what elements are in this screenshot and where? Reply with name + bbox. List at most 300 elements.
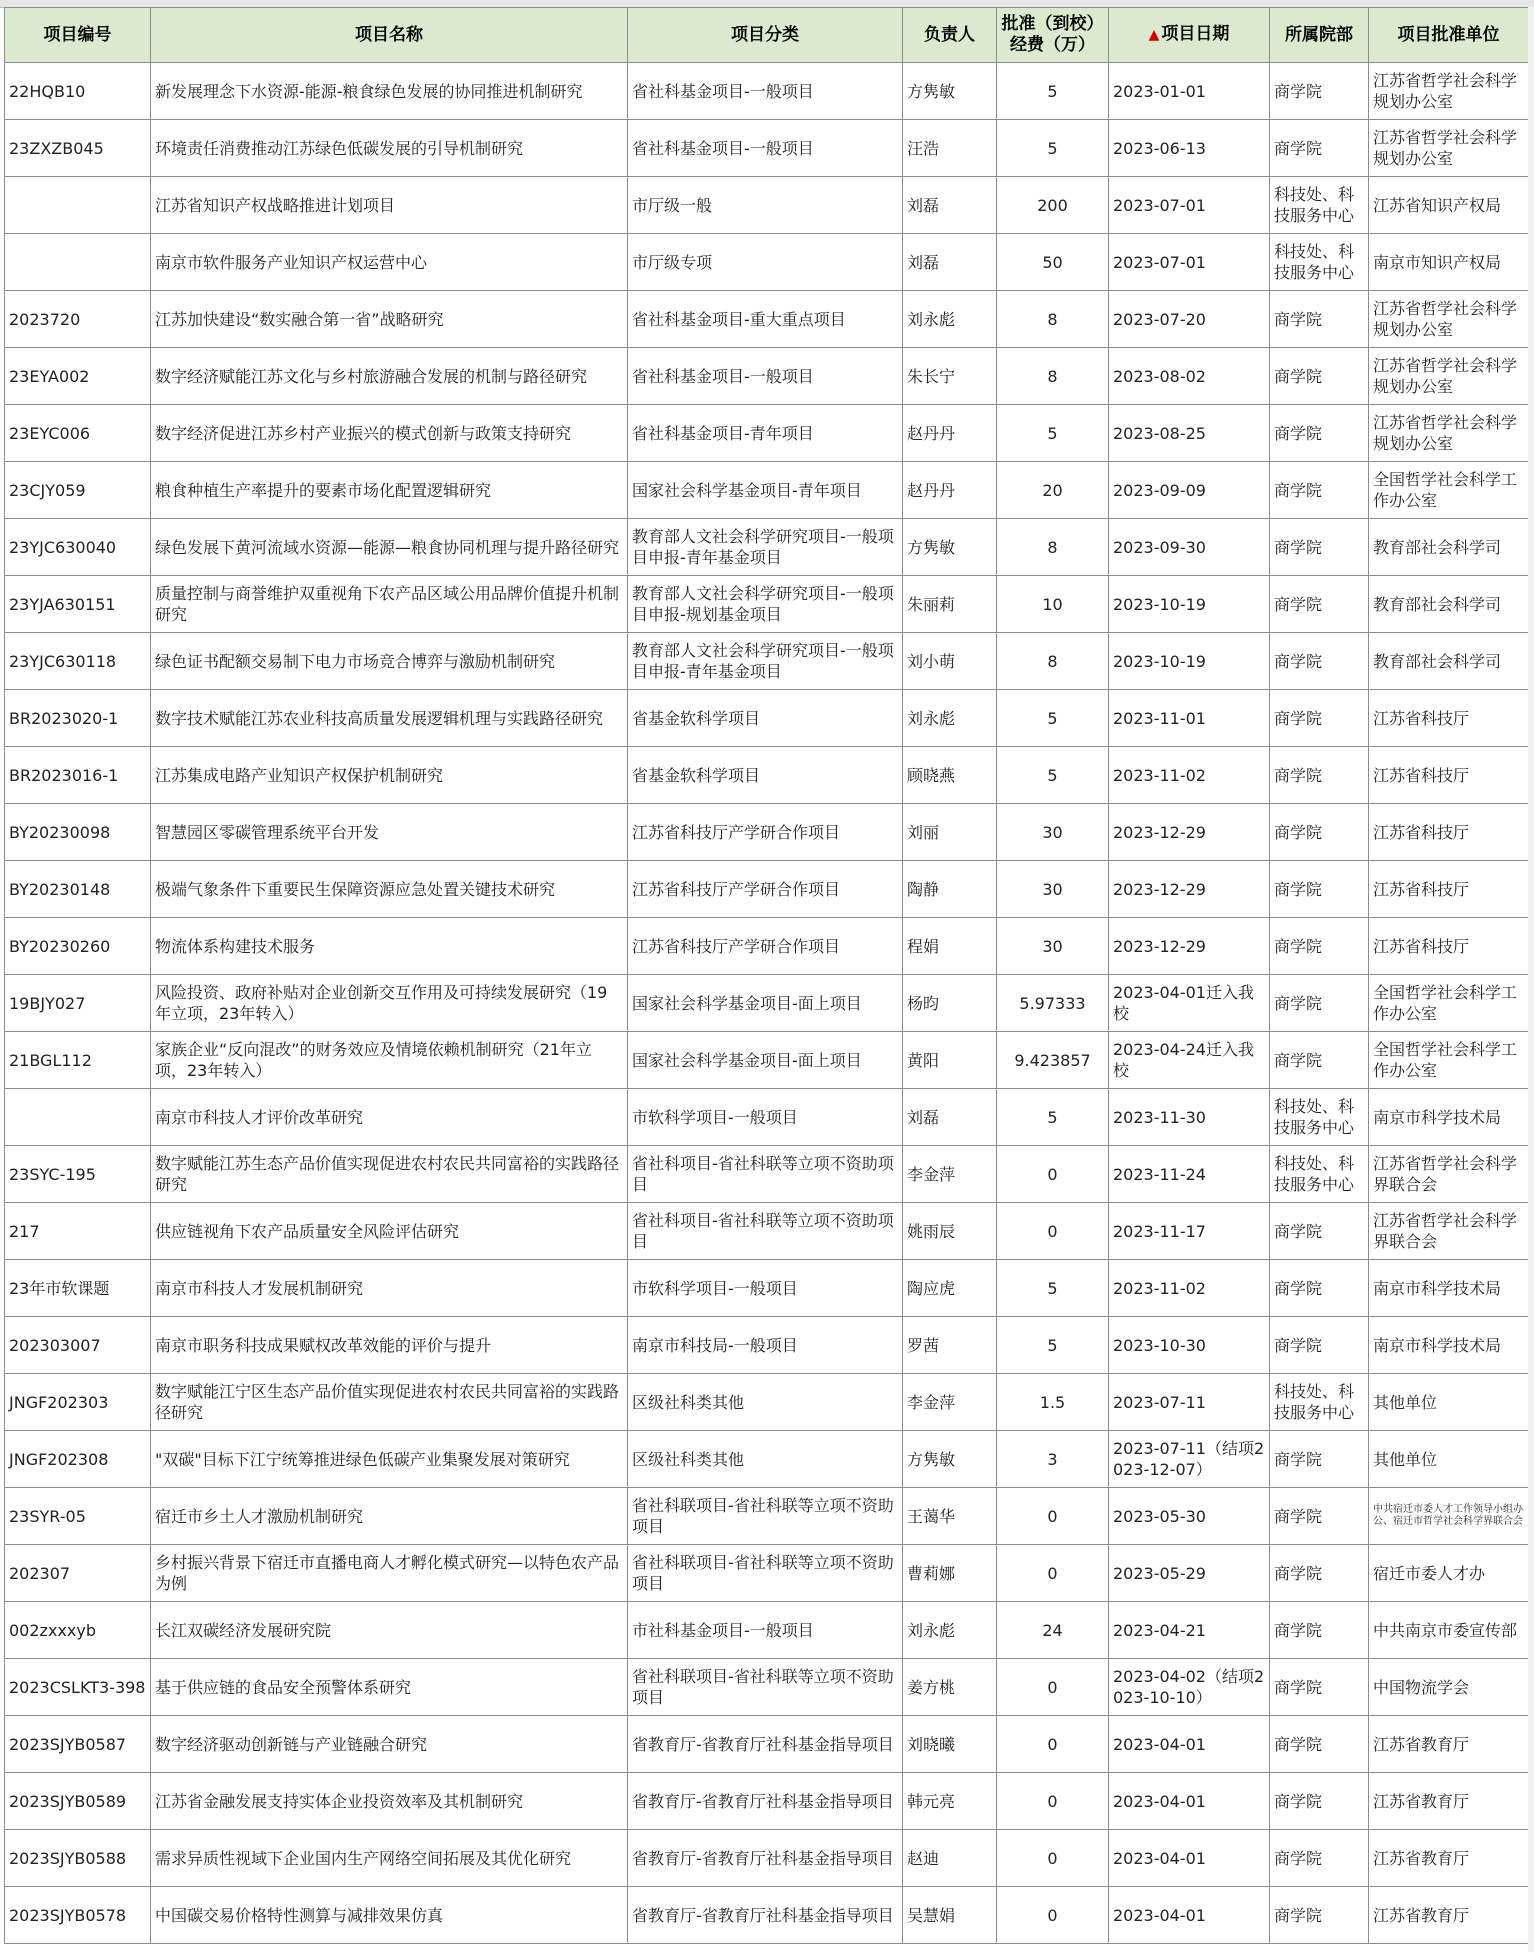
column-header-leader[interactable]: 负责人	[903, 8, 997, 63]
cell-id[interactable]: JNGF202303	[5, 1374, 151, 1431]
cell-funding[interactable]: 8	[997, 348, 1109, 405]
cell-leader[interactable]: 刘永彪	[903, 690, 997, 747]
cell-unit[interactable]: 江苏省哲学社会科学规划办公室	[1369, 120, 1529, 177]
cell-leader[interactable]: 韩元亮	[903, 1773, 997, 1830]
table-row	[5, 1659, 1529, 1716]
cell-dept[interactable]: 科技处、科技服务中心	[1270, 234, 1369, 291]
cell-funding[interactable]: 8	[997, 291, 1109, 348]
cell-category[interactable]: 省教育厅-省教育厅社科基金指导项目	[628, 1773, 903, 1830]
cell-leader[interactable]: 朱长宁	[903, 348, 997, 405]
cell-dept[interactable]: 商学院	[1270, 1032, 1369, 1089]
cell-dept[interactable]: 商学院	[1270, 1887, 1369, 1944]
cell-dept[interactable]: 科技处、科技服务中心	[1270, 1146, 1369, 1203]
table-row	[5, 1260, 1529, 1317]
cell-id[interactable]: 2023SJYB0589	[5, 1773, 151, 1830]
cell-unit[interactable]: 江苏省哲学社会科学界联合会	[1369, 1146, 1529, 1203]
cell-dept[interactable]: 商学院	[1270, 1431, 1369, 1488]
cell-name[interactable]: 质量控制与商誉维护双重视角下农产品区域公用品牌价值提升机制研究	[151, 576, 628, 633]
table-row	[5, 405, 1529, 462]
cell-funding[interactable]: 30	[997, 804, 1109, 861]
cell-unit[interactable]: 江苏省科技厅	[1369, 690, 1529, 747]
table-row	[5, 1374, 1529, 1431]
cell-date[interactable]: 2023-12-29	[1109, 918, 1270, 975]
cell-id[interactable]: BY20230148	[5, 861, 151, 918]
cell-dept[interactable]: 商学院	[1270, 63, 1369, 120]
cell-unit[interactable]: 南京市科学技术局	[1369, 1089, 1529, 1146]
cell-leader[interactable]: 姚雨辰	[903, 1203, 997, 1260]
cell-funding[interactable]: 3	[997, 1431, 1109, 1488]
cell-id[interactable]	[5, 177, 151, 234]
sort-ascending-icon[interactable]: ▲	[1148, 27, 1160, 43]
cell-funding[interactable]: 0	[997, 1659, 1109, 1716]
cell-unit[interactable]: 南京市科学技术局	[1369, 1317, 1529, 1374]
cell-leader[interactable]: 刘晓曦	[903, 1716, 997, 1773]
table-row	[5, 633, 1529, 690]
cell-category[interactable]: 省社科基金项目-青年项目	[628, 405, 903, 462]
table-row	[5, 1317, 1529, 1374]
cell-id[interactable]: 23EYC006	[5, 405, 151, 462]
cell-dept[interactable]: 商学院	[1270, 462, 1369, 519]
cell-unit[interactable]: 江苏省科技厅	[1369, 804, 1529, 861]
table-body	[5, 63, 1529, 1944]
cell-leader[interactable]: 陶应虎	[903, 1260, 997, 1317]
cell-funding[interactable]: 50	[997, 234, 1109, 291]
cell-name[interactable]: 江苏加快建设“数实融合第一省”战略研究	[151, 291, 628, 348]
cell-name[interactable]: 数字赋能江苏生态产品价值实现促进农村农民共同富裕的实践路径研究	[151, 1146, 628, 1203]
cell-id[interactable]: 2023CSLKT3-398	[5, 1659, 151, 1716]
cell-leader[interactable]: 刘丽	[903, 804, 997, 861]
cell-dept[interactable]: 商学院	[1270, 747, 1369, 804]
cell-date[interactable]: 2023-04-02（结项2023-10-10）	[1109, 1659, 1270, 1716]
cell-name[interactable]: 南京市职务科技成果赋权改革效能的评价与提升	[151, 1317, 628, 1374]
cell-dept[interactable]: 商学院	[1270, 519, 1369, 576]
cell-category[interactable]: 市厅级一般	[628, 177, 903, 234]
cell-id[interactable]: 23EYA002	[5, 348, 151, 405]
cell-funding[interactable]: 9.423857	[997, 1032, 1109, 1089]
cell-funding[interactable]: 5	[997, 1089, 1109, 1146]
cell-dept[interactable]: 商学院	[1270, 1203, 1369, 1260]
cell-name[interactable]: 数字经济促进江苏乡村产业振兴的模式创新与政策支持研究	[151, 405, 628, 462]
cell-id[interactable]: JNGF202308	[5, 1431, 151, 1488]
cell-category[interactable]: 国家社会科学基金项目-青年项目	[628, 462, 903, 519]
table-row	[5, 918, 1529, 975]
cell-name[interactable]: 南京市科技人才发展机制研究	[151, 1260, 628, 1317]
cell-dept[interactable]: 商学院	[1270, 576, 1369, 633]
cell-category[interactable]: 江苏省科技厅产学研合作项目	[628, 804, 903, 861]
table-row	[5, 1431, 1529, 1488]
cell-id[interactable]: 23年市软课题	[5, 1260, 151, 1317]
cell-leader[interactable]: 顾晓燕	[903, 747, 997, 804]
cell-leader[interactable]: 王蔼华	[903, 1488, 997, 1545]
cell-unit[interactable]: 江苏省科技厅	[1369, 747, 1529, 804]
cell-category[interactable]: 区级社科类其他	[628, 1374, 903, 1431]
cell-unit[interactable]: 教育部社会科学司	[1369, 633, 1529, 690]
table-row	[5, 1032, 1529, 1089]
cell-funding[interactable]: 0	[997, 1773, 1109, 1830]
cell-funding[interactable]: 8	[997, 633, 1109, 690]
table-row	[5, 690, 1529, 747]
cell-category[interactable]: 市社科基金项目-一般项目	[628, 1602, 903, 1659]
cell-dept[interactable]: 商学院	[1270, 1773, 1369, 1830]
cell-date[interactable]: 2023-09-09	[1109, 462, 1270, 519]
cell-dept[interactable]: 商学院	[1270, 1659, 1369, 1716]
cell-leader[interactable]: 曹莉娜	[903, 1545, 997, 1602]
table-row	[5, 804, 1529, 861]
cell-dept[interactable]: 商学院	[1270, 690, 1369, 747]
cell-id[interactable]: 002zxxxyb	[5, 1602, 151, 1659]
cell-id[interactable]: 23YJC630118	[5, 633, 151, 690]
cell-dept[interactable]: 商学院	[1270, 1488, 1369, 1545]
cell-funding[interactable]: 0	[997, 1488, 1109, 1545]
cell-category[interactable]: 省社科基金项目-重大重点项目	[628, 291, 903, 348]
cell-unit[interactable]: 其他单位	[1369, 1431, 1529, 1488]
cell-category[interactable]: 省社科基金项目-一般项目	[628, 348, 903, 405]
cell-funding[interactable]: 200	[997, 177, 1109, 234]
cell-funding[interactable]: 20	[997, 462, 1109, 519]
cell-funding[interactable]: 5	[997, 690, 1109, 747]
cell-date[interactable]: 2023-10-19	[1109, 576, 1270, 633]
table-row	[5, 1602, 1529, 1659]
cell-funding[interactable]: 5	[997, 1260, 1109, 1317]
cell-unit[interactable]: 中国物流学会	[1369, 1659, 1529, 1716]
cell-dept[interactable]: 商学院	[1270, 1545, 1369, 1602]
cell-id[interactable]: 23SYC-195	[5, 1146, 151, 1203]
cell-date[interactable]: 2023-07-11（结项2023-12-07）	[1109, 1431, 1270, 1488]
cell-funding[interactable]: 10	[997, 576, 1109, 633]
cell-id[interactable]: 2023720	[5, 291, 151, 348]
cell-date[interactable]: 2023-12-29	[1109, 861, 1270, 918]
cell-id[interactable]: BY20230098	[5, 804, 151, 861]
cell-date[interactable]: 2023-07-20	[1109, 291, 1270, 348]
table-row	[5, 747, 1529, 804]
cell-dept[interactable]: 商学院	[1270, 1716, 1369, 1773]
cell-id[interactable]: 217	[5, 1203, 151, 1260]
project-table	[4, 7, 1529, 1944]
column-header-category[interactable]: 项目分类	[628, 8, 903, 63]
cell-dept[interactable]: 商学院	[1270, 1317, 1369, 1374]
column-header-funding[interactable]: 批准（到校）经费（万）	[997, 8, 1109, 63]
cell-name[interactable]: 数字赋能江宁区生态产品价值实现促进农村农民共同富裕的实践路径研究	[151, 1374, 628, 1431]
cell-category[interactable]: 省教育厅-省教育厅社科基金指导项目	[628, 1716, 903, 1773]
cell-name[interactable]: 数字经济赋能江苏文化与乡村旅游融合发展的机制与路径研究	[151, 348, 628, 405]
column-header-name[interactable]: 项目名称	[151, 8, 628, 63]
table-row	[5, 1773, 1529, 1830]
cell-date[interactable]: 2023-11-30	[1109, 1089, 1270, 1146]
cell-category[interactable]: 教育部人文社会科学研究项目-一般项目申报-青年基金项目	[628, 633, 903, 690]
cell-id[interactable]: 202303007	[5, 1317, 151, 1374]
cell-date[interactable]: 2023-04-24迁入我校	[1109, 1032, 1270, 1089]
cell-unit[interactable]: 南京市知识产权局	[1369, 234, 1529, 291]
cell-name[interactable]: 供应链视角下农产品质量安全风险评估研究	[151, 1203, 628, 1260]
cell-name[interactable]: 物流体系构建技术服务	[151, 918, 628, 975]
cell-date[interactable]: 2023-08-25	[1109, 405, 1270, 462]
cell-id[interactable]: BY20230260	[5, 918, 151, 975]
sheet-right-edge	[1528, 7, 1534, 1952]
cell-date[interactable]: 2023-01-01	[1109, 63, 1270, 120]
cell-dept[interactable]: 商学院	[1270, 405, 1369, 462]
cell-leader[interactable]: 朱丽莉	[903, 576, 997, 633]
cell-unit[interactable]: 江苏省哲学社会科学规划办公室	[1369, 291, 1529, 348]
cell-leader[interactable]: 李金萍	[903, 1146, 997, 1203]
cell-funding[interactable]: 24	[997, 1602, 1109, 1659]
cell-id[interactable]: 23CJY059	[5, 462, 151, 519]
cell-name[interactable]: 数字技术赋能江苏农业科技高质量发展逻辑机理与实践路径研究	[151, 690, 628, 747]
cell-unit[interactable]: 教育部社会科学司	[1369, 519, 1529, 576]
cell-funding[interactable]: 5	[997, 1317, 1109, 1374]
cell-date[interactable]: 2023-10-19	[1109, 633, 1270, 690]
cell-unit[interactable]: 江苏省教育厅	[1369, 1830, 1529, 1887]
cell-unit[interactable]: 江苏省教育厅	[1369, 1773, 1529, 1830]
cell-leader[interactable]: 吴慧娟	[903, 1887, 997, 1944]
table-row	[5, 975, 1529, 1032]
table-row	[5, 291, 1529, 348]
cell-date[interactable]: 2023-06-13	[1109, 120, 1270, 177]
cell-funding[interactable]: 0	[997, 1146, 1109, 1203]
cell-id[interactable]: 23YJA630151	[5, 576, 151, 633]
cell-funding[interactable]: 30	[997, 861, 1109, 918]
cell-leader[interactable]: 刘磊	[903, 1089, 997, 1146]
cell-unit[interactable]: 江苏省科技厅	[1369, 918, 1529, 975]
cell-date[interactable]: 2023-07-01	[1109, 234, 1270, 291]
column-header-id[interactable]: 项目编号	[5, 8, 151, 63]
cell-unit[interactable]: 中共南京市委宣传部	[1369, 1602, 1529, 1659]
cell-date[interactable]: 2023-07-01	[1109, 177, 1270, 234]
cell-date[interactable]: 2023-05-29	[1109, 1545, 1270, 1602]
cell-dept[interactable]: 科技处、科技服务中心	[1270, 1374, 1369, 1431]
cell-category[interactable]: 江苏省科技厅产学研合作项目	[628, 861, 903, 918]
cell-unit[interactable]: 宿迁市委人才办	[1369, 1545, 1529, 1602]
cell-leader[interactable]: 黄阳	[903, 1032, 997, 1089]
cell-id[interactable]: 19BJY027	[5, 975, 151, 1032]
cell-dept[interactable]: 商学院	[1270, 918, 1369, 975]
cell-leader[interactable]: 刘磊	[903, 234, 997, 291]
cell-id[interactable]: 23YJC630040	[5, 519, 151, 576]
cell-category[interactable]: 市厅级专项	[628, 234, 903, 291]
cell-id[interactable]: 21BGL112	[5, 1032, 151, 1089]
cell-unit[interactable]: 江苏省哲学社会科学规划办公室	[1369, 405, 1529, 462]
cell-category[interactable]: 教育部人文社会科学研究项目-一般项目申报-规划基金项目	[628, 576, 903, 633]
cell-category[interactable]: 省社科项目-省社科联等立项不资助项目	[628, 1203, 903, 1260]
cell-category[interactable]: 省基金软科学项目	[628, 747, 903, 804]
cell-leader[interactable]: 刘永彪	[903, 1602, 997, 1659]
cell-date[interactable]: 2023-04-01迁入我校	[1109, 975, 1270, 1032]
cell-leader[interactable]: 姜方桃	[903, 1659, 997, 1716]
table-row	[5, 177, 1529, 234]
column-header-dept[interactable]: 所属院部	[1270, 8, 1369, 63]
cell-date[interactable]: 2023-04-21	[1109, 1602, 1270, 1659]
cell-date[interactable]: 2023-08-02	[1109, 348, 1270, 405]
cell-name[interactable]: 江苏省金融发展支持实体企业投资效率及其机制研究	[151, 1773, 628, 1830]
cell-date[interactable]: 2023-11-24	[1109, 1146, 1270, 1203]
cell-funding[interactable]: 8	[997, 519, 1109, 576]
cell-leader[interactable]: 李金萍	[903, 1374, 997, 1431]
cell-dept[interactable]: 商学院	[1270, 348, 1369, 405]
cell-unit[interactable]: 全国哲学社会科学工作办公室	[1369, 462, 1529, 519]
cell-date[interactable]: 2023-11-01	[1109, 690, 1270, 747]
cell-category[interactable]: 国家社会科学基金项目-面上项目	[628, 975, 903, 1032]
cell-unit[interactable]: 全国哲学社会科学工作办公室	[1369, 975, 1529, 1032]
cell-leader[interactable]: 杨昀	[903, 975, 997, 1032]
cell-leader[interactable]: 刘磊	[903, 177, 997, 234]
cell-dept[interactable]: 科技处、科技服务中心	[1270, 177, 1369, 234]
cell-category[interactable]: 省社科联项目-省社科联等立项不资助项目	[628, 1659, 903, 1716]
cell-date[interactable]: 2023-11-17	[1109, 1203, 1270, 1260]
cell-id[interactable]: 22HQB10	[5, 63, 151, 120]
column-header-date[interactable]: ▲ 项目日期	[1109, 8, 1270, 63]
header-row	[5, 8, 1529, 63]
cell-category[interactable]: 市软科学项目-一般项目	[628, 1089, 903, 1146]
cell-date[interactable]: 2023-04-01	[1109, 1887, 1270, 1944]
cell-funding[interactable]: 5.97333	[997, 975, 1109, 1032]
cell-date[interactable]: 2023-04-01	[1109, 1773, 1270, 1830]
table-row	[5, 1830, 1529, 1887]
cell-date[interactable]: 2023-11-02	[1109, 1260, 1270, 1317]
table-row	[5, 1488, 1529, 1545]
cell-date[interactable]: 2023-11-02	[1109, 747, 1270, 804]
cell-unit[interactable]: 教育部社会科学司	[1369, 576, 1529, 633]
cell-category[interactable]: 省教育厅-省教育厅社科基金指导项目	[628, 1887, 903, 1944]
cell-id[interactable]: 202307	[5, 1545, 151, 1602]
cell-id[interactable]: 2023SJYB0588	[5, 1830, 151, 1887]
cell-funding[interactable]: 30	[997, 918, 1109, 975]
cell-unit[interactable]: 江苏省哲学社会科学规划办公室	[1369, 348, 1529, 405]
cell-dept[interactable]: 商学院	[1270, 1602, 1369, 1659]
cell-name[interactable]: 风险投资、政府补贴对企业创新交互作用及可持续发展研究（19年立项，23年转入）	[151, 975, 628, 1032]
cell-leader[interactable]: 方隽敏	[903, 63, 997, 120]
cell-funding[interactable]: 1.5	[997, 1374, 1109, 1431]
cell-category[interactable]: 国家社会科学基金项目-面上项目	[628, 1032, 903, 1089]
cell-name[interactable]: 宿迁市乡土人才激励机制研究	[151, 1488, 628, 1545]
cell-unit[interactable]: 江苏省教育厅	[1369, 1716, 1529, 1773]
cell-name[interactable]: 江苏集成电路产业知识产权保护机制研究	[151, 747, 628, 804]
cell-dept[interactable]: 商学院	[1270, 861, 1369, 918]
cell-dept[interactable]: 科技处、科技服务中心	[1270, 1089, 1369, 1146]
cell-leader[interactable]: 方隽敏	[903, 519, 997, 576]
cell-name[interactable]: 绿色证书配额交易制下电力市场竞合博弈与激励机制研究	[151, 633, 628, 690]
cell-unit[interactable]: 江苏省教育厅	[1369, 1887, 1529, 1944]
cell-name[interactable]: 南京市软件服务产业知识产权运营中心	[151, 234, 628, 291]
cell-dept[interactable]: 商学院	[1270, 975, 1369, 1032]
cell-category[interactable]: 省社科联项目-省社科联等立项不资助项目	[628, 1545, 903, 1602]
cell-name[interactable]: 极端气象条件下重要民生保障资源应急处置关键技术研究	[151, 861, 628, 918]
cell-leader[interactable]: 方隽敏	[903, 1431, 997, 1488]
cell-category[interactable]: 市软科学项目-一般项目	[628, 1260, 903, 1317]
table-row	[5, 861, 1529, 918]
cell-category[interactable]: 教育部人文社会科学研究项目-一般项目申报-青年基金项目	[628, 519, 903, 576]
cell-leader[interactable]: 赵丹丹	[903, 405, 997, 462]
cell-category[interactable]: 区级社科类其他	[628, 1431, 903, 1488]
cell-dept[interactable]: 商学院	[1270, 1830, 1369, 1887]
cell-id[interactable]	[5, 234, 151, 291]
cell-name[interactable]: 基于供应链的食品安全预警体系研究	[151, 1659, 628, 1716]
cell-leader[interactable]: 陶静	[903, 861, 997, 918]
cell-name[interactable]: 环境责任消费推动江苏绿色低碳发展的引导机制研究	[151, 120, 628, 177]
cell-leader[interactable]: 刘永彪	[903, 291, 997, 348]
cell-name[interactable]: 粮食种植生产率提升的要素市场化配置逻辑研究	[151, 462, 628, 519]
cell-name[interactable]: "双碳"目标下江宁统筹推进绿色低碳产业集聚发展对策研究	[151, 1431, 628, 1488]
cell-funding[interactable]: 0	[997, 1716, 1109, 1773]
cell-funding[interactable]: 5	[997, 63, 1109, 120]
cell-dept[interactable]: 商学院	[1270, 804, 1369, 861]
cell-date[interactable]: 2023-12-29	[1109, 804, 1270, 861]
cell-name[interactable]: 家族企业“反向混改”的财务效应及情境依赖机制研究（21年立项，23年转入）	[151, 1032, 628, 1089]
cell-unit[interactable]: 江苏省哲学社会科学规划办公室	[1369, 63, 1529, 120]
column-header-unit[interactable]: 项目批准单位	[1369, 8, 1529, 63]
cell-leader[interactable]: 赵丹丹	[903, 462, 997, 519]
cell-date[interactable]: 2023-05-30	[1109, 1488, 1270, 1545]
cell-dept[interactable]: 商学院	[1270, 291, 1369, 348]
cell-leader[interactable]: 刘小萌	[903, 633, 997, 690]
cell-category[interactable]: 省社科基金项目-一般项目	[628, 63, 903, 120]
cell-unit[interactable]: 南京市科学技术局	[1369, 1260, 1529, 1317]
cell-funding[interactable]: 0	[997, 1887, 1109, 1944]
cell-category[interactable]: 省基金软科学项目	[628, 690, 903, 747]
cell-unit[interactable]: 中共宿迁市委人才工作领导小组办公、宿迁市哲学社会科学界联合会	[1369, 1488, 1529, 1545]
cell-name[interactable]: 智慧园区零碳管理系统平台开发	[151, 804, 628, 861]
table-row	[5, 1545, 1529, 1602]
cell-category[interactable]: 江苏省科技厅产学研合作项目	[628, 918, 903, 975]
cell-id[interactable]: 23ZXZB045	[5, 120, 151, 177]
cell-unit[interactable]: 江苏省科技厅	[1369, 861, 1529, 918]
cell-dept[interactable]: 商学院	[1270, 633, 1369, 690]
cell-category[interactable]: 省教育厅-省教育厅社科基金指导项目	[628, 1830, 903, 1887]
cell-name[interactable]: 长江双碳经济发展研究院	[151, 1602, 628, 1659]
cell-unit[interactable]: 全国哲学社会科学工作办公室	[1369, 1032, 1529, 1089]
cell-dept[interactable]: 商学院	[1270, 120, 1369, 177]
cell-date[interactable]: 2023-07-11	[1109, 1374, 1270, 1431]
cell-unit[interactable]: 江苏省哲学社会科学界联合会	[1369, 1203, 1529, 1260]
cell-id[interactable]: 2023SJYB0578	[5, 1887, 151, 1944]
cell-dept[interactable]: 商学院	[1270, 1260, 1369, 1317]
cell-leader[interactable]: 赵迪	[903, 1830, 997, 1887]
table-row	[5, 120, 1529, 177]
cell-date[interactable]: 2023-04-01	[1109, 1716, 1270, 1773]
cell-unit[interactable]: 江苏省知识产权局	[1369, 177, 1529, 234]
table-row	[5, 462, 1529, 519]
cell-category[interactable]: 省社科联项目-省社科联等立项不资助项目	[628, 1488, 903, 1545]
cell-date[interactable]: 2023-04-01	[1109, 1830, 1270, 1887]
cell-funding[interactable]: 0	[997, 1203, 1109, 1260]
cell-id[interactable]: 2023SJYB0587	[5, 1716, 151, 1773]
cell-name[interactable]: 乡村振兴背景下宿迁市直播电商人才孵化模式研究—以特色农产品为例	[151, 1545, 628, 1602]
cell-funding[interactable]: 5	[997, 120, 1109, 177]
cell-unit[interactable]: 其他单位	[1369, 1374, 1529, 1431]
cell-id[interactable]	[5, 1089, 151, 1146]
cell-leader[interactable]: 罗茜	[903, 1317, 997, 1374]
cell-leader[interactable]: 程娟	[903, 918, 997, 975]
cell-category[interactable]: 省社科项目-省社科联等立项不资助项目	[628, 1146, 903, 1203]
cell-funding[interactable]: 0	[997, 1545, 1109, 1602]
cell-name[interactable]: 需求异质性视域下企业国内生产网络空间拓展及其优化研究	[151, 1830, 628, 1887]
cell-funding[interactable]: 0	[997, 1830, 1109, 1887]
cell-leader[interactable]: 汪浩	[903, 120, 997, 177]
cell-id[interactable]: BR2023016-1	[5, 747, 151, 804]
cell-id[interactable]: 23SYR-05	[5, 1488, 151, 1545]
cell-name[interactable]: 中国碳交易价格特性测算与减排效果仿真	[151, 1887, 628, 1944]
cell-category[interactable]: 省社科基金项目-一般项目	[628, 120, 903, 177]
cell-category[interactable]: 南京市科技局-一般项目	[628, 1317, 903, 1374]
cell-id[interactable]: BR2023020-1	[5, 690, 151, 747]
cell-funding[interactable]: 5	[997, 747, 1109, 804]
cell-date[interactable]: 2023-09-30	[1109, 519, 1270, 576]
cell-name[interactable]: 数字经济驱动创新链与产业链融合研究	[151, 1716, 628, 1773]
cell-name[interactable]: 绿色发展下黄河流域水资源—能源—粮食协同机理与提升路径研究	[151, 519, 628, 576]
cell-funding[interactable]: 5	[997, 405, 1109, 462]
cell-name[interactable]: 新发展理念下水资源-能源-粮食绿色发展的协同推进机制研究	[151, 63, 628, 120]
cell-name[interactable]: 南京市科技人才评价改革研究	[151, 1089, 628, 1146]
cell-name[interactable]: 江苏省知识产权战略推进计划项目	[151, 177, 628, 234]
cell-date[interactable]: 2023-10-30	[1109, 1317, 1270, 1374]
